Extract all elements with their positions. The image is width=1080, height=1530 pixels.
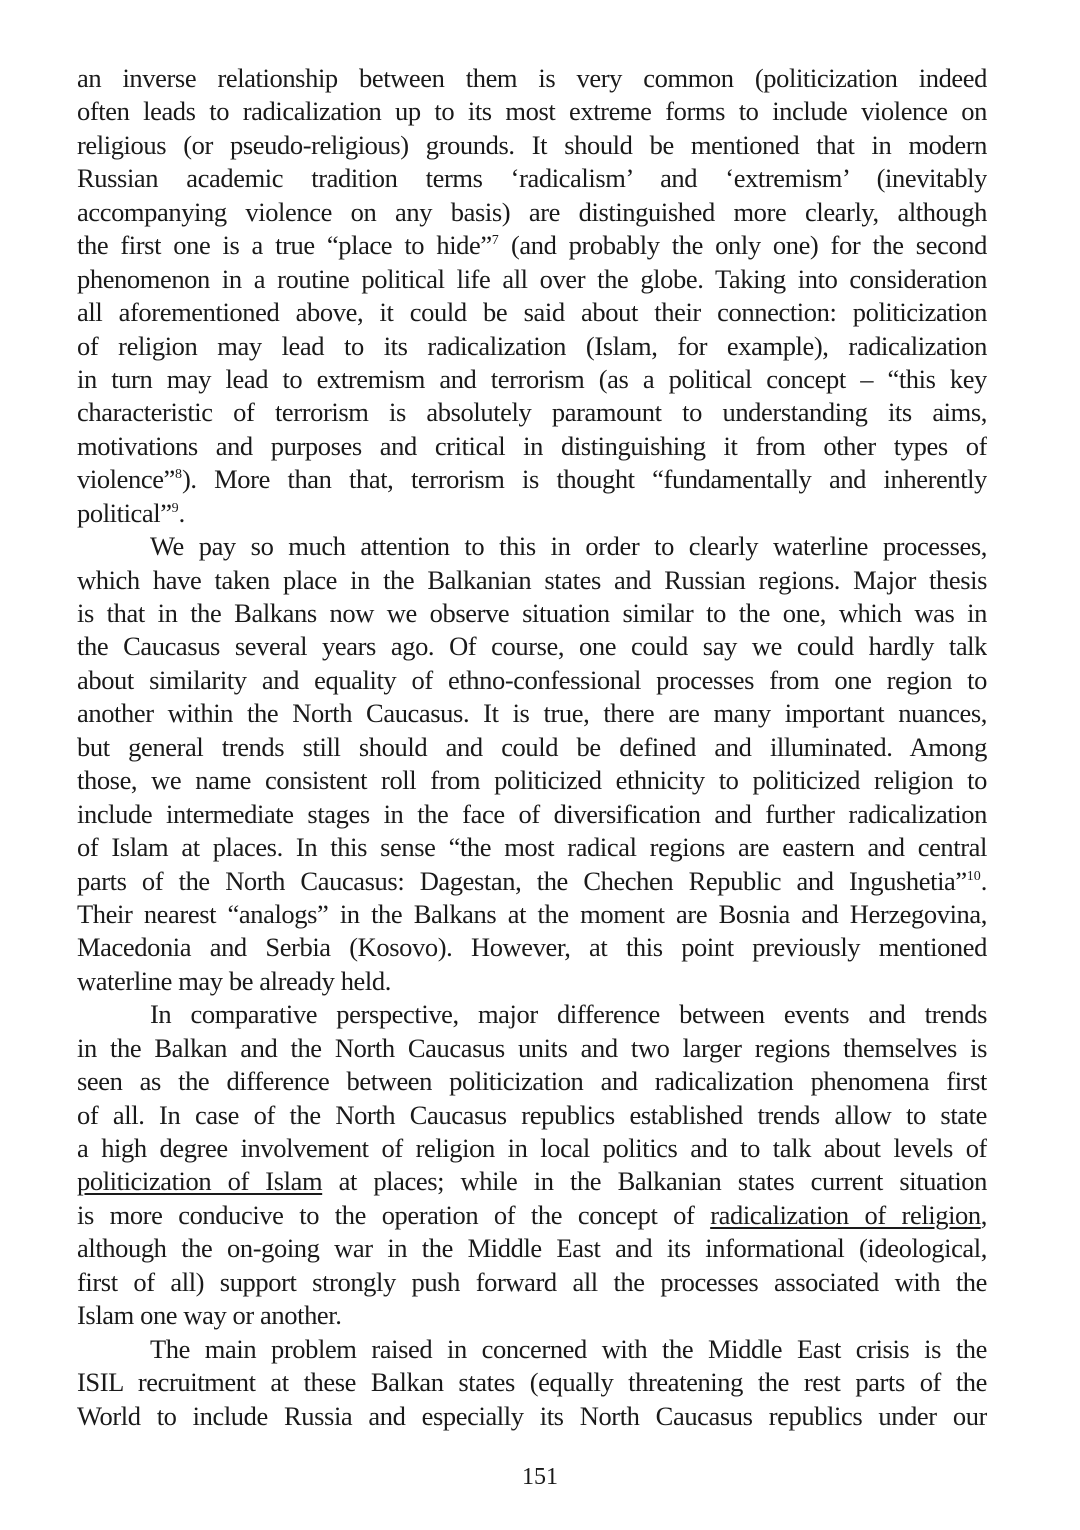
text-segment: at places; while in the Balkanian states current situation [322, 1166, 987, 1197]
text-line [77, 95, 987, 128]
footnote-reference: 8 [174, 467, 182, 483]
text-line [77, 162, 987, 195]
text-line [77, 664, 987, 697]
text-segment: although the on-going war in the Middle East and its informational (ideological, [77, 1233, 987, 1264]
text-line [77, 697, 987, 730]
underlined-term: radicalization of religion [710, 1199, 981, 1230]
paragraph [77, 998, 987, 1332]
text-segment: ISIL recruitment at these Balkan states (equally threatening the rest parts of the [77, 1367, 987, 1398]
footnote-reference: 7 [491, 233, 499, 249]
text-line [77, 965, 987, 998]
page-body [77, 62, 987, 1433]
paragraph [77, 62, 987, 530]
text-line [77, 564, 987, 597]
text-line [77, 263, 987, 296]
text-line [77, 296, 987, 329]
text-line [77, 1132, 987, 1165]
text-line [77, 764, 987, 797]
text-line [77, 630, 987, 663]
text-line [77, 597, 987, 630]
text-segment: religious (or pseudo-religious) grounds. It should be mentioned that in modern [77, 129, 987, 160]
text-segment: violence” [77, 464, 175, 495]
text-segment: (and probably the only one) for the second [498, 230, 987, 261]
text-segment: of Islam at places. In this sense “the most radical regions are eastern and central [77, 832, 987, 863]
footnote-reference: 9 [171, 500, 179, 516]
page-number: 151 [522, 1464, 558, 1490]
text-segment: , [980, 1199, 987, 1230]
text-line [77, 1299, 987, 1332]
text-line [77, 898, 987, 931]
text-segment: accompanying violence on any basis) are distinguished more clearly, although [77, 196, 987, 227]
text-line [77, 196, 987, 229]
text-segment: ). More than that, terrorism is thought “fundamentally and inherently [181, 464, 987, 495]
text-segment: about similarity and equality of ethno-confessional processes from one region to [77, 664, 987, 695]
text-segment: all aforementioned above, it could be said about their connection: politicization [77, 297, 987, 328]
text-segment: but general trends still should and could be defined and illuminated. Among [77, 731, 987, 762]
text-line [77, 1232, 987, 1265]
text-segment: is that in the Balkans now we observe situation similar to the one, which was in [77, 598, 987, 628]
text-segment: Their nearest “analogs” in the Balkans at the moment are Bosnia and Herzegovina, [77, 898, 987, 929]
text-line [77, 1032, 987, 1065]
text-line [77, 1333, 987, 1366]
text-segment: The main problem raised in concerned with the Middle East crisis is the [150, 1333, 987, 1364]
text-segment: political” [77, 497, 172, 528]
text-line [77, 129, 987, 162]
text-line [77, 1065, 987, 1098]
text-segment: often leads to radicalization up to its most extreme forms to include violence on [77, 96, 987, 127]
text-segment: World to include Russia and especially its North Caucasus republics under our [77, 1400, 987, 1431]
text-segment: which have taken place in the Balkanian states and Russian regions. Major thesis [77, 564, 987, 595]
text-segment: the first one is a true “place to hide” [77, 230, 492, 261]
text-line [77, 798, 987, 831]
text-line [77, 998, 987, 1031]
text-segment: include intermediate stages in the face of diversification and further radicalization [77, 798, 987, 829]
text-segment: Macedonia and Serbia (Kosovo). However, at this point previously mentioned [77, 932, 987, 963]
text-line [77, 1366, 987, 1399]
text-segment: waterline may be already held. [77, 965, 391, 996]
text-segment: in turn may lead to extremism and terrorism (as a political concept – “this key [77, 363, 987, 394]
text-line [77, 229, 987, 262]
text-segment: Russian academic tradition terms ‘radicalism’ and ‘extremism’ (inevitably [77, 163, 987, 194]
text-line [77, 530, 987, 563]
text-line [77, 1099, 987, 1132]
text-segment: first of all) support strongly push forward all the processes associated with the [77, 1266, 987, 1297]
text-segment: parts of the North Caucasus: Dagestan, the Chechen Republic and Ingushetia” [77, 865, 967, 896]
text-line [77, 463, 987, 496]
paragraph [77, 530, 987, 998]
text-segment: phenomenon in a routine political life all over the globe. Taking into consideration [77, 263, 987, 294]
text-line [77, 330, 987, 363]
text-segment: seen as the difference between politicization and radicalization phenomena first [77, 1066, 987, 1097]
underlined-term: politicization of Islam [77, 1166, 323, 1197]
footnote-reference: 10 [966, 868, 981, 884]
text-line [77, 396, 987, 429]
text-segment: another within the North Caucasus. It is true, there are many important nuances, [77, 698, 987, 729]
text-line [77, 831, 987, 864]
text-line [77, 1165, 987, 1198]
text-segment: In comparative perspective, major difference between events and trends [150, 999, 987, 1030]
text-segment: . [980, 865, 987, 896]
text-segment: those, we name consistent roll from politicized ethnicity to politicized religion to [77, 765, 987, 796]
text-line [77, 363, 987, 396]
paragraph [77, 1333, 987, 1433]
text-segment: motivations and purposes and critical in distinguishing it from other types of [77, 430, 987, 461]
text-line [77, 430, 987, 463]
text-segment: a high degree involvement of religion in local politics and to talk about levels of [77, 1133, 987, 1163]
text-line [77, 62, 987, 95]
text-segment: characteristic of terrorism is absolutely paramount to understanding its aims, [77, 397, 987, 428]
text-segment: . [178, 497, 185, 528]
text-line [77, 865, 987, 898]
text-line [77, 1199, 987, 1232]
text-segment: Islam one way or another. [77, 1300, 342, 1331]
text-segment: We pay so much attention to this in order to clearly waterline processes, [150, 531, 987, 562]
text-segment: is more conducive to the operation of the concept of [77, 1199, 711, 1230]
text-segment: in the Balkan and the North Caucasus units and two larger regions themselves is [77, 1032, 987, 1063]
text-segment: of religion may lead to its radicalization (Islam, for example), radicalization [77, 330, 987, 361]
text-line [77, 931, 987, 964]
text-line [77, 497, 987, 530]
text-line [77, 731, 987, 764]
text-line [77, 1400, 987, 1433]
text-line [77, 1266, 987, 1299]
text-segment: an inverse relationship between them is very common (politicization indeed [77, 63, 987, 93]
text-segment: the Caucasus several years ago. Of course, one could say we could hardly talk [77, 631, 987, 662]
text-segment: of all. In case of the North Caucasus republics established trends allow to state [77, 1099, 987, 1130]
